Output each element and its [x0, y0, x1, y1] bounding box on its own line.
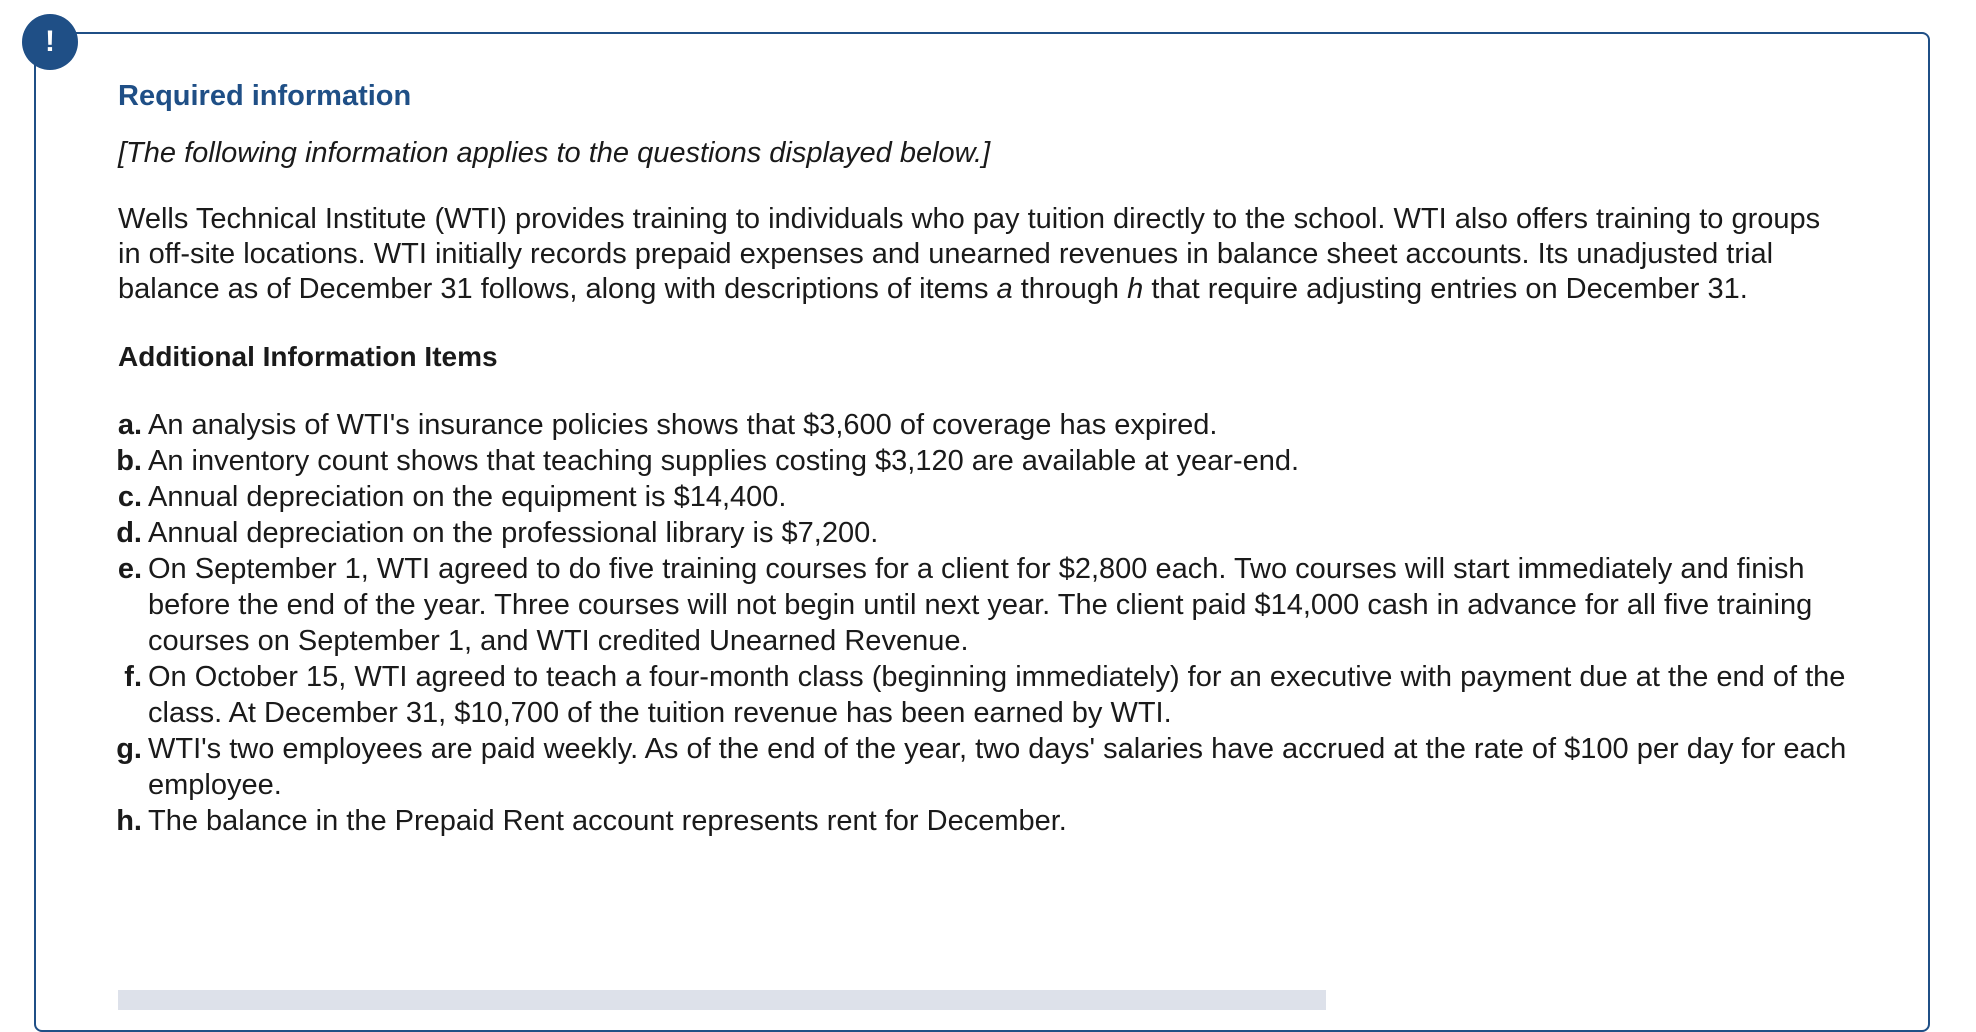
list-item — [118, 551, 1858, 659]
item-letter: d. — [116, 517, 142, 549]
item-letter: f. — [124, 661, 142, 693]
description-part1: Wells Technical Institute (WTI) provides training to individuals who pay tuition directly to the school. WTI also offers training to groups in off-site locations. WTI initially records prepaid expenses and unearned revenues in balance sheet accounts. Its unadjusted trial balance as of December 31 follows, along with descriptions of items — [118, 203, 1821, 305]
description-item-end: h — [1127, 273, 1144, 305]
description-paragraph — [118, 202, 1848, 307]
item-letter: b. — [116, 445, 142, 477]
alert-icon: ! — [22, 14, 78, 70]
additional-info-heading: Additional Information Items — [118, 341, 498, 372]
item-letter: h. — [116, 805, 142, 837]
additional-info-list — [118, 407, 1858, 839]
item-text: An analysis of WTI's insurance policies shows that $3,600 of coverage has expired. — [148, 409, 1218, 441]
list-item — [118, 407, 1858, 443]
item-letter: a. — [117, 409, 142, 441]
content-area — [118, 80, 1858, 839]
item-letter: c. — [117, 481, 142, 513]
description-part3: that require adjusting entries on December 31. — [1143, 273, 1748, 305]
description-item-start: a — [996, 273, 1013, 305]
list-item — [118, 803, 1858, 839]
item-letter: e. — [117, 553, 142, 585]
item-text: Annual depreciation on the professional library is $7,200. — [148, 517, 879, 549]
intro-note: [The following information applies to the questions displayed below.] — [118, 137, 991, 169]
item-letter: g. — [116, 733, 142, 765]
trial-balance-table-header — [118, 990, 1326, 1010]
list-item — [118, 731, 1858, 803]
list-item — [118, 443, 1858, 479]
item-text: WTI's two employees are paid weekly. As of the end of the year, two days' salaries have accrued at the rate of $100 per day for each employee. — [148, 733, 1847, 801]
description-part2: through — [1012, 273, 1128, 305]
item-text: The balance in the Prepaid Rent account represents rent for December. — [148, 805, 1067, 837]
item-text: An inventory count shows that teaching supplies costing $3,120 are available at year-end. — [148, 445, 1300, 477]
item-text: On September 1, WTI agreed to do five training courses for a client for $2,800 each. Two courses will start immediately and finish before the end of the year. Three courses will not begin until next year. The client paid $14,000 cash in advance for all five training courses on September 1, and WTI credited Unearned Revenue. — [148, 553, 1813, 657]
list-item — [118, 479, 1858, 515]
page-title: Required information — [118, 80, 412, 112]
item-text: On October 15, WTI agreed to teach a four-month class (beginning immediately) for an executive with payment due at the end of the class. At December 31, $10,700 of the tuition revenue has been earned by WTI. — [148, 661, 1846, 729]
item-text: Annual depreciation on the equipment is $14,400. — [148, 481, 787, 513]
list-item — [118, 515, 1858, 551]
list-item — [118, 659, 1858, 731]
